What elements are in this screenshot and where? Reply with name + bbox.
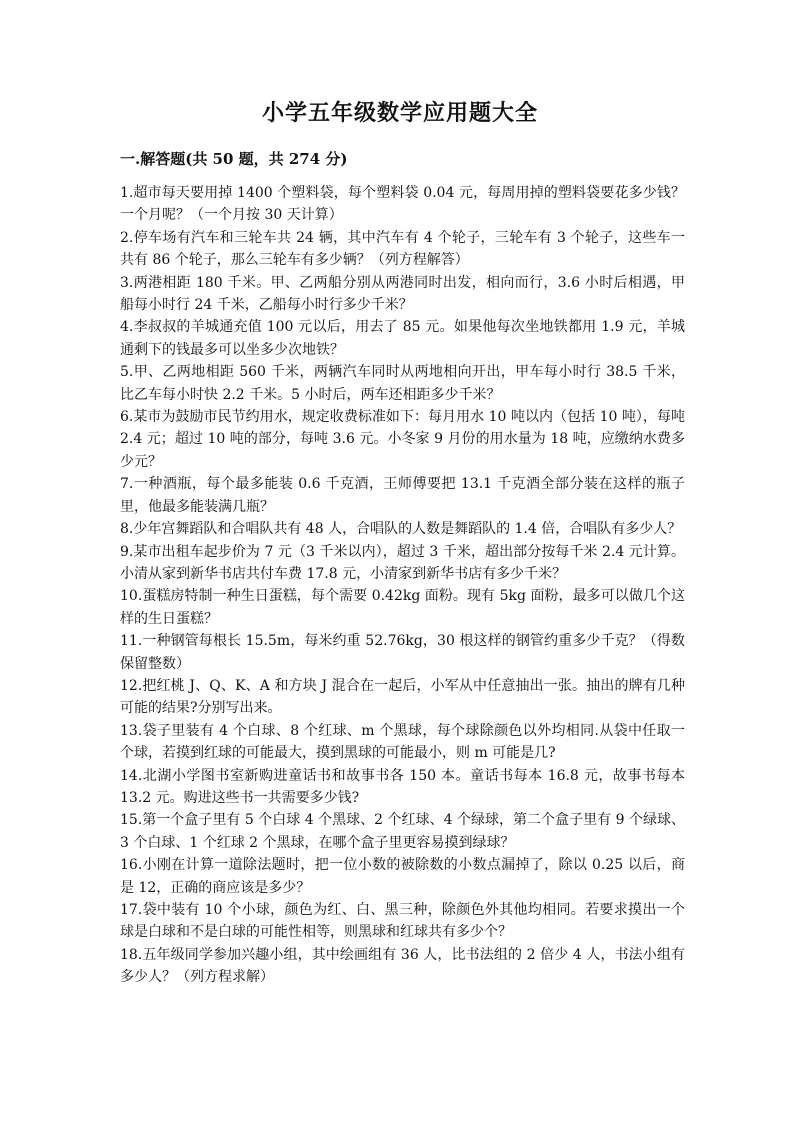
question-item: 1.超市每天要用掉 1400 个塑料袋，每个塑料袋 0.04 元，每周用掉的塑料袋要花多少钱？一个月呢？（一个月按 30 天计算） bbox=[120, 185, 685, 224]
question-item: 12.把红桃 J、Q、K、A 和方块 J 混合在一起后，小军从中任意抽出一张。抽出的牌有几种可能的结果?分别写出来。 bbox=[120, 677, 685, 717]
question-item: 18.五年级同学参加兴趣小组，其中绘画组有 36 人，比书法组的 2 倍少 4 人，书法小组有多少人？（列方程求解） bbox=[120, 946, 685, 986]
question-item: 7.一种酒瓶，每个最多能装 0.6 千克酒，王师傅要把 13.1 千克酒全部分装在这样的瓶子里，他最多能装满几瓶？ bbox=[120, 476, 685, 515]
question-item: 4.李叔叔的羊城通充值 100 元以后，用去了 85 元。如果他每次坐地铁都用 1.9 元，羊城通剩下的钱最多可以坐多少次地铁？ bbox=[120, 319, 685, 358]
question-item: 10.蛋糕房特制一种生日蛋糕，每个需要 0.42kg 面粉。现有 5kg 面粉，最多可以做几个这样的生日蛋糕？ bbox=[120, 588, 685, 627]
question-item: 9.某市出租车起步价为 7 元（3 千米以内），超过 3 千米，超出部分按每千米 2.4 元计算。小清从家到新华书店共付车费 17.8 元，小清家到新华书店有多少千米？ bbox=[120, 543, 685, 582]
question-item: 13.袋子里装有 4 个白球、8 个红球、m 个黑球，每个球除颜色以外均相同.从袋中任取一个球，若摸到红球的可能最大，摸到黑球的可能最小，则 m 可能是几? bbox=[120, 722, 685, 762]
question-item: 14.北湖小学图书室新购进童话书和故事书各 150 本。童话书每本 16.8 元，故事书每本 13.2 元。购进这些书一共需要多少钱? bbox=[120, 767, 685, 806]
question-item: 11.一种钢管每根长 15.5m，每米约重 52.76kg，30 根这样的钢管约重多少千克？（得数保留整数） bbox=[120, 633, 685, 672]
question-item: 3.两港相距 180 千米。甲、乙两船分别从两港同时出发，相向而行，3.6 小时后相遇，甲船每小时行 24 千米，乙船每小时行多少千米？ bbox=[120, 274, 685, 314]
question-item: 2.停车场有汽车和三轮车共 24 辆，其中汽车有 4 个轮子，三轮车有 3 个轮子，这些车一共有 86 个轮子，那么三轮车有多少辆？（列方程解答） bbox=[120, 229, 685, 269]
question-list bbox=[120, 182, 685, 989]
document-title: 小学五年级数学应用题大全 bbox=[261, 100, 538, 126]
question-item: 8.少年宫舞蹈队和合唱队共有 48 人，合唱队的人数是舞蹈队的 1.4 倍，合唱队有多少人？ bbox=[120, 521, 682, 538]
question-item: 6.某市为鼓励市民节约用水，规定收费标准如下：每月用水 10 吨以内（包括 10 吨），每吨 2.4 元；超过 10 吨的部分，每吨 3.6 元。小冬家 9 月份的用水量为 18 吨，应缴纳水费多少元？ bbox=[120, 409, 685, 470]
question-item: 16.小刚在计算一道除法题时，把一位小数的被除数的小数点漏掉了，除以 0.25 以后，商是 12，正确的商应该是多少？ bbox=[120, 857, 685, 896]
section-heading: 一.解答题(共 50 题，共 274 分) bbox=[120, 150, 348, 168]
question-item: 5.甲、乙两地相距 560 千米，两辆汽车同时从两地相向开出，甲车每小时行 38.5 千米，比乙车每小时快 2.2 千米。5 小时后，两车还相距多少千米？ bbox=[120, 364, 685, 403]
question-item: 17.袋中装有 10 个小球，颜色为红、白、黑三种，除颜色外其他均相同。若要求摸出一个球是白球和不是白球的可能性相等，则黑球和红球共有多少个？ bbox=[120, 902, 685, 941]
question-item: 15.第一个盒子里有 5 个白球 4 个黑球、2 个红球、4 个绿球，第二个盒子里有 9 个绿球、3 个白球、1 个红球 2 个黑球，在哪个盒子里更容易摸到绿球？ bbox=[120, 812, 685, 851]
